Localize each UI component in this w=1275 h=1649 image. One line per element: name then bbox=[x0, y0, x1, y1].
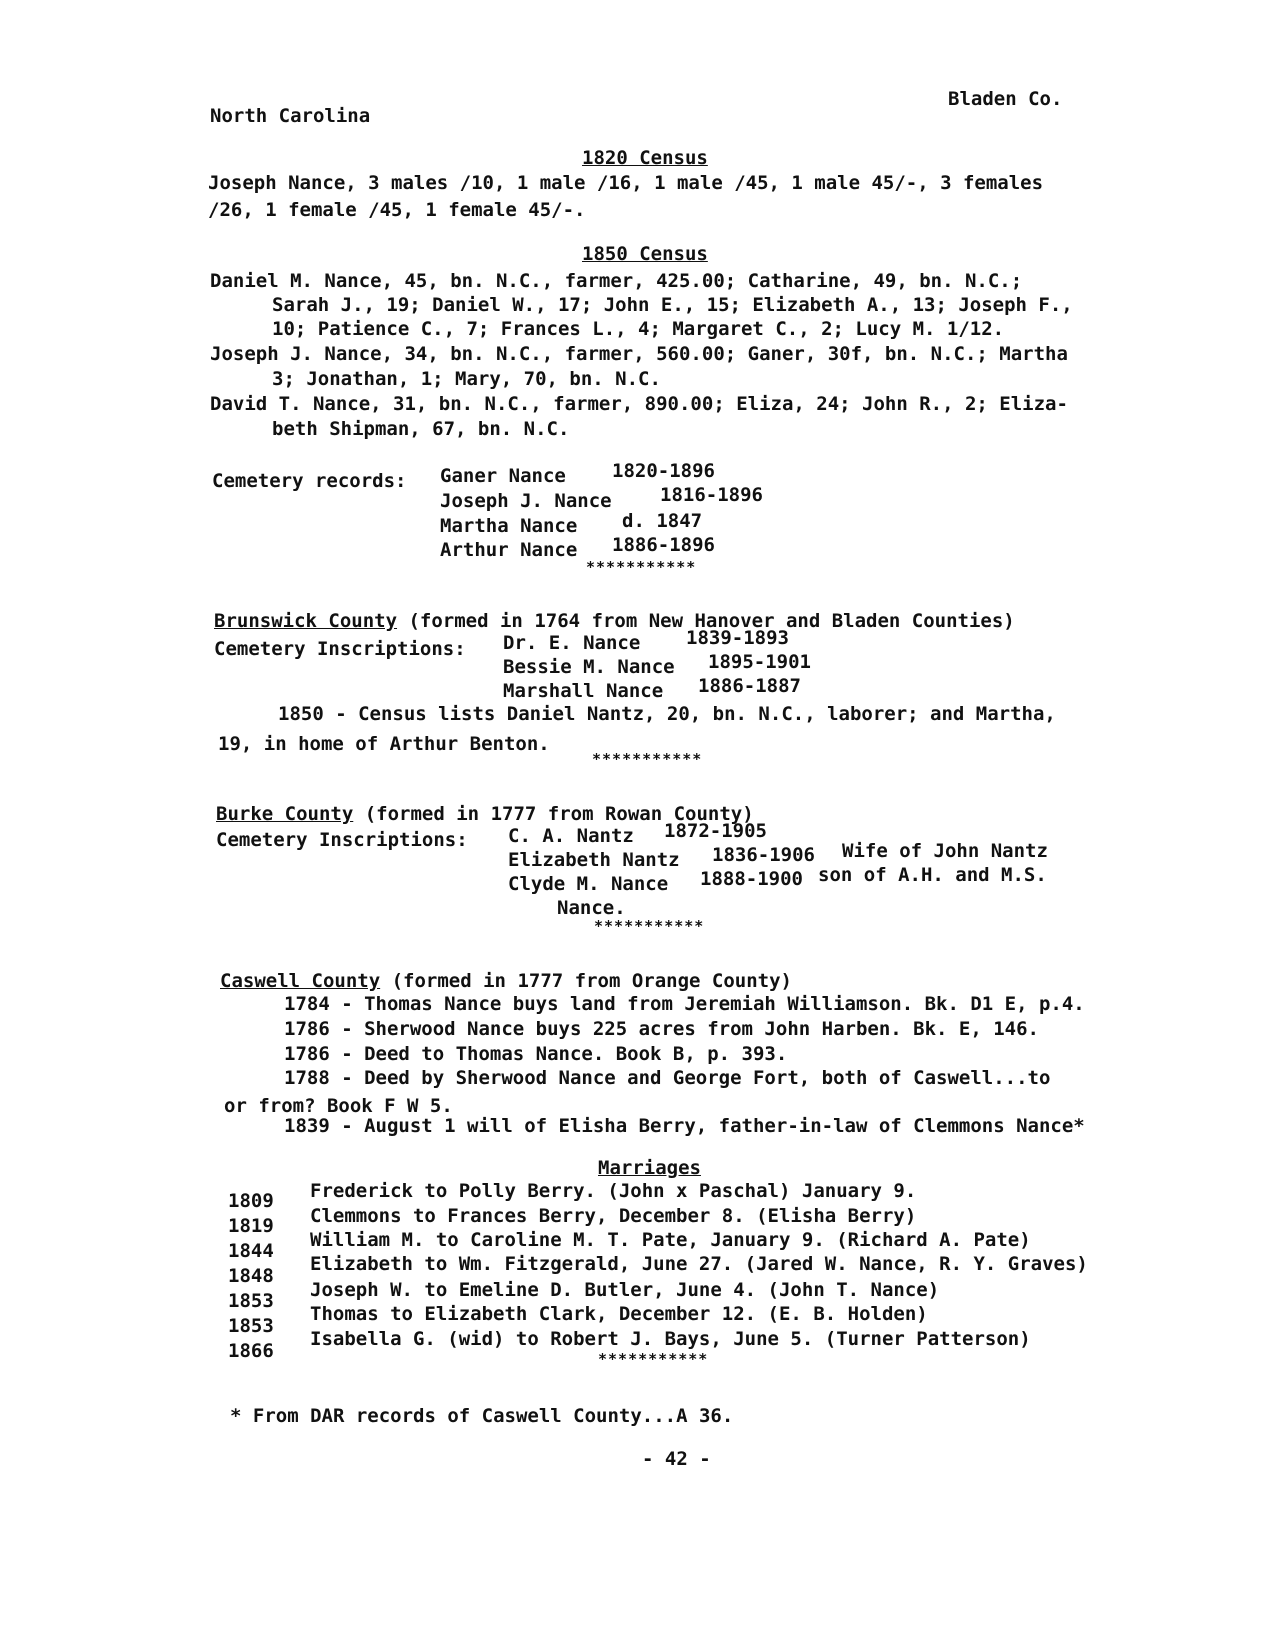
census-1850-line: Joseph J. Nance, 34, bn. N.C., farmer, 560.00; Ganer, 30f, bn. N.C.; Martha bbox=[210, 343, 1068, 365]
marriage-text: Frederick to Polly Berry. (John x Paschal) January 9. bbox=[310, 1180, 917, 1202]
marriage-year: 1819 bbox=[228, 1215, 274, 1237]
inscription-dates: 1836-1906 bbox=[712, 844, 815, 866]
caswell-deed-line: 1839 - August 1 will of Elisha Berry, father-in-law of Clemmons Nance* bbox=[284, 1115, 1085, 1137]
census-1820-line: /26, 1 female /45, 1 female 45/-. bbox=[208, 199, 586, 221]
census-1850-line: Daniel M. Nance, 45, bn. N.C., farmer, 425.00; Catharine, 49, bn. N.C.; bbox=[210, 270, 1023, 292]
burke-formed-note: (formed in 1777 from Rowan County) bbox=[364, 803, 754, 825]
cemetery-entry-dates: 1886-1896 bbox=[612, 534, 715, 556]
inscription-dates: 1895-1901 bbox=[708, 651, 811, 673]
census-1850-line: Sarah J., 19; Daniel W., 17; John E., 15; Elizabeth A., 13; Joseph F., bbox=[272, 294, 1073, 316]
cemetery-entry-name: Arthur Nance bbox=[440, 539, 578, 561]
marriage-text: Isabella G. (wid) to Robert J. Bays, June 5. (Turner Patterson) bbox=[310, 1328, 1031, 1350]
marriages-heading: Marriages bbox=[598, 1157, 701, 1179]
cemetery-entry-dates: 1820-1896 bbox=[612, 460, 715, 482]
cemetery-entry-name: Ganer Nance bbox=[440, 465, 566, 487]
marriage-year: 1809 bbox=[228, 1190, 274, 1212]
census-1850-line: beth Shipman, 67, bn. N.C. bbox=[272, 418, 570, 440]
cemetery-entry-name: Joseph J. Nance bbox=[440, 490, 612, 512]
caswell-formed-note: (formed in 1777 from Orange County) bbox=[391, 970, 792, 992]
county-heading: Bladen Co. bbox=[948, 88, 1063, 110]
marriage-text: Thomas to Elizabeth Clark, December 12. (E. B. Holden) bbox=[310, 1303, 928, 1325]
marriage-text: Joseph W. to Emeline D. Butler, June 4. (John T. Nance) bbox=[310, 1279, 940, 1301]
marriage-year: 1866 bbox=[228, 1340, 274, 1362]
inscription-name: Clyde M. Nance bbox=[508, 873, 669, 895]
inscription-name: Dr. E. Nance bbox=[503, 632, 641, 654]
inscription-dates: 1886-1887 bbox=[698, 675, 801, 697]
brunswick-inscriptions-label: Cemetery Inscriptions: bbox=[214, 638, 466, 660]
page-number: - 42 - bbox=[642, 1448, 711, 1470]
caswell-county-name: Caswell County bbox=[220, 970, 381, 992]
inscription-note: son of A.H. and M.S. bbox=[818, 864, 1047, 886]
marriage-text: Elizabeth to Wm. Fitzgerald, June 27. (Jared W. Nance, R. Y. Graves) bbox=[310, 1253, 1088, 1275]
caswell-deed-line: 1786 - Deed to Thomas Nance. Book B, p. 393. bbox=[284, 1043, 788, 1065]
brunswick-census-note: 19, in home of Arthur Benton. bbox=[218, 733, 550, 755]
burke-inscriptions-label: Cemetery Inscriptions: bbox=[216, 829, 468, 851]
marriage-year: 1853 bbox=[228, 1290, 274, 1312]
cemetery-entry-name: Martha Nance bbox=[440, 515, 578, 537]
footnote: * From DAR records of Caswell County...A 36. bbox=[230, 1405, 734, 1427]
census-1850-heading: 1850 Census bbox=[582, 243, 708, 265]
inscription-name: Bessie M. Nance bbox=[503, 656, 675, 678]
inscription-dates: 1839-1893 bbox=[686, 627, 789, 649]
section-separator: *********** bbox=[594, 917, 705, 935]
caswell-deed-line: or from? Book F W 5. bbox=[224, 1095, 453, 1117]
marriage-text: William M. to Caroline M. T. Pate, January 9. (Richard A. Pate) bbox=[310, 1229, 1031, 1251]
brunswick-formed-note: (formed in 1764 from New Hanover and Bladen Counties) bbox=[408, 610, 1015, 632]
brunswick-county-name: Brunswick County bbox=[214, 610, 398, 632]
cemetery-entry-dates: 1816-1896 bbox=[660, 484, 763, 506]
marriage-year: 1853 bbox=[228, 1315, 274, 1337]
section-separator: *********** bbox=[586, 558, 697, 576]
census-1850-line: 10; Patience C., 7; Frances L., 4; Margaret C., 2; Lucy M. 1/12. bbox=[272, 318, 1005, 340]
census-1850-line: David T. Nance, 31, bn. N.C., farmer, 890.00; Eliza, 24; John R., 2; Eliza- bbox=[210, 393, 1068, 415]
marriage-year: 1844 bbox=[228, 1240, 274, 1262]
cemetery-records-label: Cemetery records: bbox=[212, 470, 407, 492]
caswell-deed-line: 1786 - Sherwood Nance buys 225 acres from John Harben. Bk. E, 146. bbox=[284, 1018, 1039, 1040]
caswell-deed-line: 1784 - Thomas Nance buys land from Jeremiah Williamson. Bk. D1 E, p.4. bbox=[284, 993, 1085, 1015]
inscription-dates: 1872-1905 bbox=[664, 820, 767, 842]
caswell-deed-line: 1788 - Deed by Sherwood Nance and George Fort, both of Caswell...to bbox=[284, 1067, 1051, 1089]
inscription-name: C. A. Nantz bbox=[508, 825, 634, 847]
inscription-continuation: Nance. bbox=[557, 897, 626, 919]
inscription-note: Wife of John Nantz bbox=[842, 840, 1048, 862]
cemetery-entry-dates: d. 1847 bbox=[622, 510, 703, 532]
marriage-text: Clemmons to Frances Berry, December 8. (Elisha Berry) bbox=[310, 1205, 917, 1227]
caswell-county-heading bbox=[220, 970, 792, 992]
brunswick-county-heading bbox=[214, 610, 1015, 632]
census-1820-heading: 1820 Census bbox=[582, 147, 708, 169]
section-separator: *********** bbox=[592, 750, 703, 768]
state-heading: North Carolina bbox=[210, 105, 371, 127]
inscription-name: Elizabeth Nantz bbox=[508, 849, 680, 871]
section-separator: *********** bbox=[598, 1350, 709, 1368]
marriage-year: 1848 bbox=[228, 1265, 274, 1287]
inscription-name: Marshall Nance bbox=[503, 680, 664, 702]
inscription-dates: 1888-1900 bbox=[700, 868, 803, 890]
census-1850-line: 3; Jonathan, 1; Mary, 70, bn. N.C. bbox=[272, 368, 661, 390]
census-1820-line: Joseph Nance, 3 males /10, 1 male /16, 1 male /45, 1 male 45/-, 3 females bbox=[208, 172, 1044, 194]
brunswick-census-note: 1850 - Census lists Daniel Nantz, 20, bn. N.C., laborer; and Martha, bbox=[278, 703, 1056, 725]
burke-county-name: Burke County bbox=[216, 803, 354, 825]
